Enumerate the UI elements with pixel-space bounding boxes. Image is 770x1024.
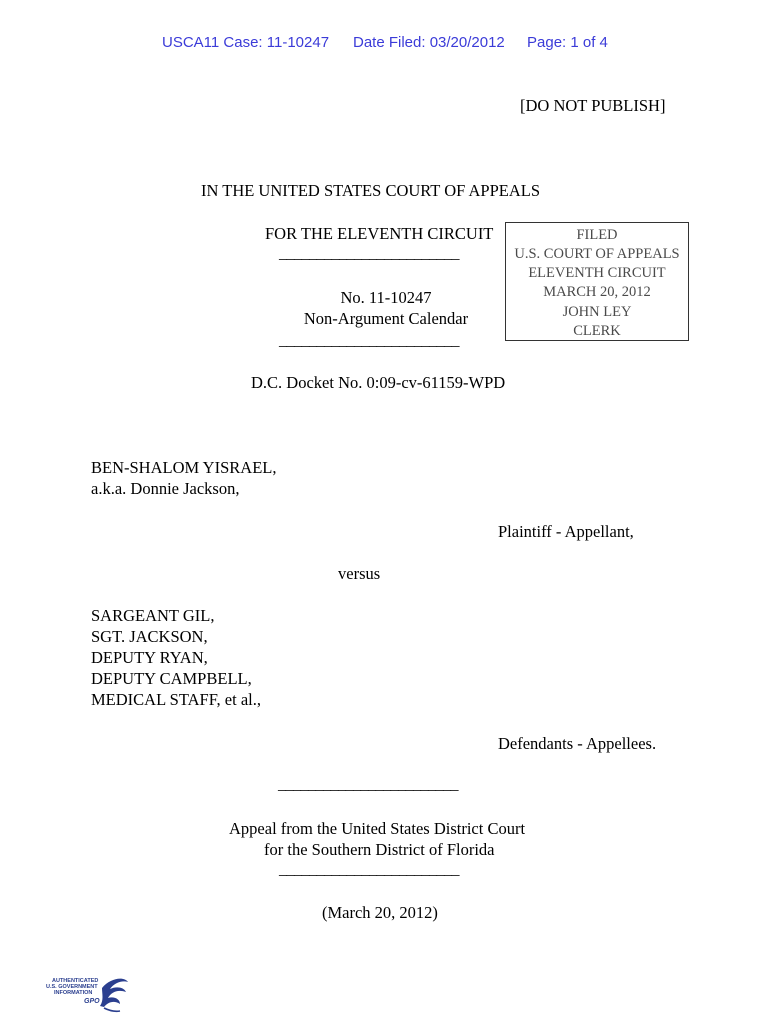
versus: versus [338, 564, 381, 583]
seal-line-2: U.S. GOVERNMENT [46, 984, 98, 990]
plaintiff-role: Plaintiff - Appellant, [498, 522, 634, 541]
divider-rule-3: ________________________ [278, 776, 458, 793]
defendant-name: DEPUTY RYAN, [91, 648, 208, 667]
defendant-name: MEDICAL STAFF, et al., [91, 690, 261, 709]
defendant-name: SARGEANT GIL, [91, 606, 215, 625]
divider-rule-1: ________________________ [279, 245, 459, 262]
stamp-clerk-title: CLERK [573, 323, 621, 339]
page-number-header: Page: 1 of 4 [527, 34, 608, 51]
divider-rule-2: ________________________ [279, 332, 459, 349]
case-number: No. 11-10247 [340, 288, 432, 307]
gpo-authentication-seal [44, 974, 130, 1016]
defendant-name: SGT. JACKSON, [91, 627, 208, 646]
appeal-line-1: Appeal from the United States District Court [229, 819, 526, 838]
case-number-header: USCA11 Case: 11-10247 [162, 34, 330, 51]
seal-line-3: INFORMATION [54, 990, 93, 996]
seal-gpo-text: GPO [84, 998, 100, 1005]
calendar-type: Non-Argument Calendar [303, 309, 469, 328]
defendants-role: Defendants - Appellees. [498, 734, 657, 753]
stamp-clerk-name: JOHN LEY [562, 304, 632, 320]
stamp-filed: FILED [576, 227, 618, 243]
stamp-date: MARCH 20, 2012 [543, 284, 651, 300]
divider-rule-4: ________________________ [279, 861, 459, 878]
filed-stamp [505, 222, 689, 341]
stamp-circuit: ELEVENTH CIRCUIT [528, 265, 666, 281]
decision-date: (March 20, 2012) [322, 903, 438, 922]
date-filed-header: Date Filed: 03/20/2012 [353, 34, 505, 51]
circuit-title: FOR THE ELEVENTH CIRCUIT [265, 224, 494, 243]
stamp-court: U.S. COURT OF APPEALS [514, 246, 680, 262]
appeal-line-2: for the Southern District of Florida [264, 840, 495, 859]
court-title: IN THE UNITED STATES COURT OF APPEALS [201, 181, 541, 200]
plaintiff-name: BEN-SHALOM YISRAEL, [91, 458, 277, 477]
publish-note: [DO NOT PUBLISH] [520, 96, 666, 115]
seal-line-1: AUTHENTICATED [52, 978, 99, 984]
plaintiff-aka: a.k.a. Donnie Jackson, [91, 479, 240, 498]
defendant-name: DEPUTY CAMPBELL, [91, 669, 252, 688]
docket-number: D.C. Docket No. 0:09-cv-61159-WPD [251, 373, 506, 392]
